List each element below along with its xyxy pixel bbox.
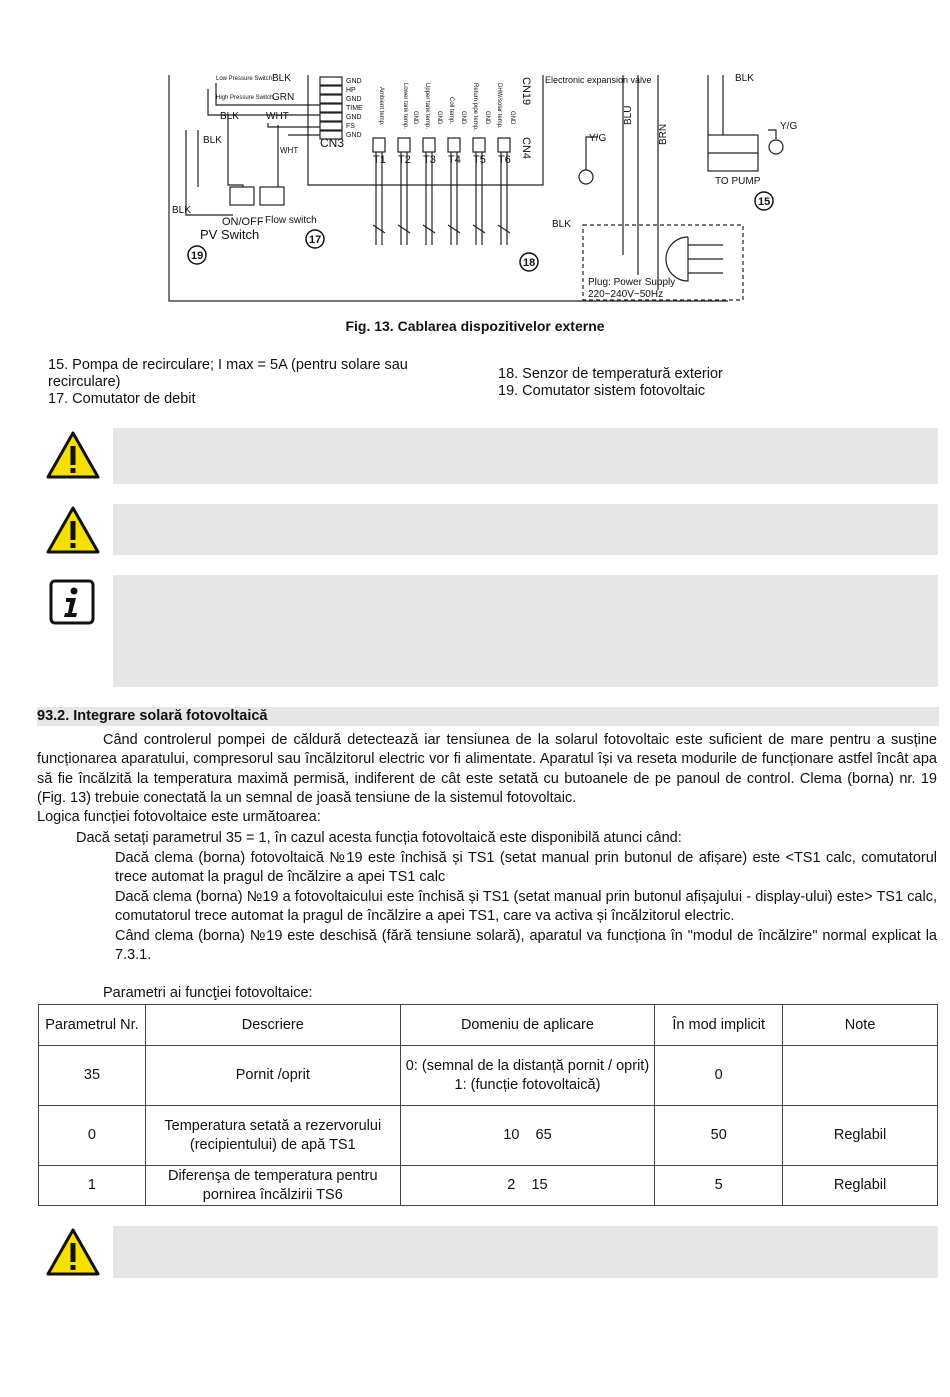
case-list	[115, 849, 937, 965]
to-pump-label: TO PUMP	[715, 176, 761, 187]
sensor-label-gnd-3: GND	[460, 111, 466, 125]
pin-gnd-1: GND	[346, 78, 362, 85]
grn-label: GRN	[272, 92, 295, 103]
sensor-label-gnd-4: GND	[484, 111, 490, 125]
cell: Reglabil	[783, 1166, 938, 1206]
marker-15: 15	[758, 196, 771, 208]
header-range: Domeniu de aplicare	[400, 1005, 655, 1046]
cell: 1	[39, 1166, 146, 1206]
table-row	[39, 1046, 938, 1106]
wht-label-1: WHT	[266, 111, 289, 122]
wiring-diagram	[168, 73, 798, 303]
sensor-label-upper-tank: Upper tank temp.	[424, 83, 430, 130]
marker-18: 18	[523, 257, 536, 269]
wht-label-2: WHT	[280, 146, 299, 155]
terminal-t3: T3	[423, 154, 436, 166]
legend-item-18: 18. Senzor de temperatură exterior	[498, 366, 723, 382]
sensor-label-dhw-solar: DHW/solar temp.	[496, 83, 502, 129]
condition-line: Dacă setați parametrul 35 = 1, în cazul acesta funcția fotovoltaică este disponibilă atunci când:	[76, 830, 682, 846]
terminal-t5: T5	[473, 154, 486, 166]
terminal-t4: T4	[448, 154, 461, 166]
yg-label-2: Y/G	[780, 121, 798, 132]
cell: 35	[39, 1046, 146, 1106]
cell: Reglabil	[783, 1106, 938, 1166]
pin-gnd-4: GND	[346, 132, 362, 139]
warning-box-2	[113, 504, 938, 555]
legend-item-17: 17. Comutator de debit	[48, 391, 196, 407]
logic-line: Logica funcției fotovoltaice este următoarea:	[37, 809, 321, 825]
cell: Pornit /oprit	[145, 1046, 400, 1106]
terminal-t6: T6	[498, 154, 511, 166]
cell: 50	[655, 1106, 783, 1166]
warning-box-3	[113, 1226, 938, 1278]
cell: Diferenşa de temperatura pentru pornirea încălzirii TS6	[145, 1166, 400, 1206]
sensor-label-lower-tank: Lower tank temp.	[402, 83, 408, 130]
blk-label-2: BLK	[220, 111, 239, 122]
pin-fs: FS	[346, 123, 355, 130]
on-off-label: ON/OFF	[222, 216, 264, 228]
yg-label-1: Y/G	[589, 133, 607, 144]
case-item-3: Când clema (borna) №19 este deschisă (fără tensiune solară), aparatul va funcționa în "modul de încălzire" normal explicat la 7.3.1.	[115, 927, 937, 964]
blk-label-3: BLK	[203, 135, 222, 146]
table-row	[39, 1166, 938, 1206]
table-row	[39, 1106, 938, 1166]
cell: 2 15	[400, 1166, 655, 1206]
cn19-label: CN19	[520, 77, 532, 106]
sensor-label-gnd-2: GND	[436, 111, 442, 125]
case-item-2: Dacă clema (borna) №19 a fotovoltaicului este închisă și TS1 (setat manual prin butonul afișajului - display-ului) este> TS1 calc, comutatorul trece automat la pragul de încălzire a apei TS1, care va activa și încălzitorul electric.	[115, 888, 937, 925]
legend-right	[498, 366, 918, 400]
sensor-label-return-pipe: Return pipe temp.	[472, 83, 478, 131]
header-default: În mod implicit	[655, 1005, 783, 1046]
legend-item-15: 15. Pompa de recirculare; I max = 5A (pentru solare sau recirculare)	[48, 357, 408, 390]
voltage-label: 220~240V~50Hz	[588, 289, 664, 300]
figure-caption: Fig. 13. Cablarea dispozitivelor externe	[345, 318, 605, 334]
header-notes: Note	[783, 1005, 938, 1046]
terminal-t1: T1	[373, 154, 386, 166]
legend-item-19: 19. Comutator sistem fotovoltaic	[498, 383, 706, 399]
sensor-label-gnd-5: GND	[509, 111, 515, 125]
blu-label: BLU	[623, 105, 634, 125]
intro-paragraph: Când controlerul pompei de căldură detectează iar tensiunea de la solarul fotovoltaic este suficient de mare pentru a susține funcționarea aparatului, compresorul sau încălzitorul electric vor fi alimentate. Aparatul își va reseta modurile de funcționare astfel încât apa să fie încălzită la temperatura maximă permisă, indiferent de cât este setată cu butoanele de pe panoul de control. Clema (borna) nr. 19 (Fig. 13) trebuie conectată la un semnal de joasă tensiune de la sistemul fotovoltaic.	[37, 732, 937, 807]
section-number: 93.2.	[37, 708, 70, 724]
table-title: Parametri ai funcţiei fotovoltaice:	[103, 985, 313, 1001]
cell: 0: (semnal de la distanță pornit / oprit) 1: (funcție fotovoltaică)	[400, 1046, 655, 1106]
info-icon	[49, 579, 95, 625]
parameters-table	[38, 1004, 938, 1206]
cell: 10 65	[400, 1106, 655, 1166]
sensor-label-gnd-1: GND	[412, 111, 418, 125]
sensor-label-ambient: Ambient temp.	[378, 87, 384, 126]
table-header-row	[39, 1005, 938, 1046]
sensor-label-coil: Coil temp.	[448, 97, 454, 125]
header-description: Descriere	[145, 1005, 400, 1046]
cn3-label: CN3	[320, 136, 345, 150]
blk-label-4: BLK	[172, 205, 191, 216]
pin-hp: HP	[346, 87, 356, 94]
marker-19: 19	[191, 250, 204, 262]
header-param-nr: Parametrul Nr.	[39, 1005, 146, 1046]
cell: 5	[655, 1166, 783, 1206]
blk-label-5: BLK	[552, 219, 571, 230]
warning-icon	[45, 1227, 101, 1277]
pin-gnd-3: GND	[346, 114, 362, 121]
cell: 0	[655, 1046, 783, 1106]
cell: 0	[39, 1106, 146, 1166]
section-title: Integrare solară fotovoltaică	[73, 708, 268, 724]
section-heading	[37, 707, 939, 726]
legend-left	[48, 357, 468, 408]
case-item-1: Dacă clema (borna) fotovoltaică №19 este închisă și TS1 (setat manual prin butonul de afișare) este <TS1 calc, comutatorul trece automat la pragul de încălzire a apei TS1 calc	[115, 850, 937, 886]
pin-time: TIME	[346, 105, 363, 112]
info-box	[113, 575, 938, 687]
exp-valve-label: Electronic expansion valve	[545, 75, 652, 85]
blk-label-6: BLK	[735, 73, 754, 84]
cn4-label: CN4	[520, 137, 532, 160]
warning-icon	[45, 430, 101, 480]
warning-box-1	[113, 428, 938, 484]
terminal-t2: T2	[398, 154, 411, 166]
blk-label-1: BLK	[272, 73, 291, 84]
cell: Temperatura setată a rezervorului (recipientului) de apă TS1	[145, 1106, 400, 1166]
flow-switch-label: Flow switch	[265, 215, 317, 226]
brn-label: BRN	[658, 123, 669, 145]
warning-icon	[45, 505, 101, 555]
marker-17: 17	[309, 234, 322, 246]
pv-switch-label: PV Switch	[200, 227, 260, 242]
plug-power-label: Plug: Power Supply	[588, 277, 676, 288]
cell	[783, 1046, 938, 1106]
high-pressure-label: High Pressure Switch	[216, 95, 274, 101]
pin-gnd-2: GND	[346, 96, 362, 103]
low-pressure-label: Low Pressure Switch	[216, 76, 273, 82]
